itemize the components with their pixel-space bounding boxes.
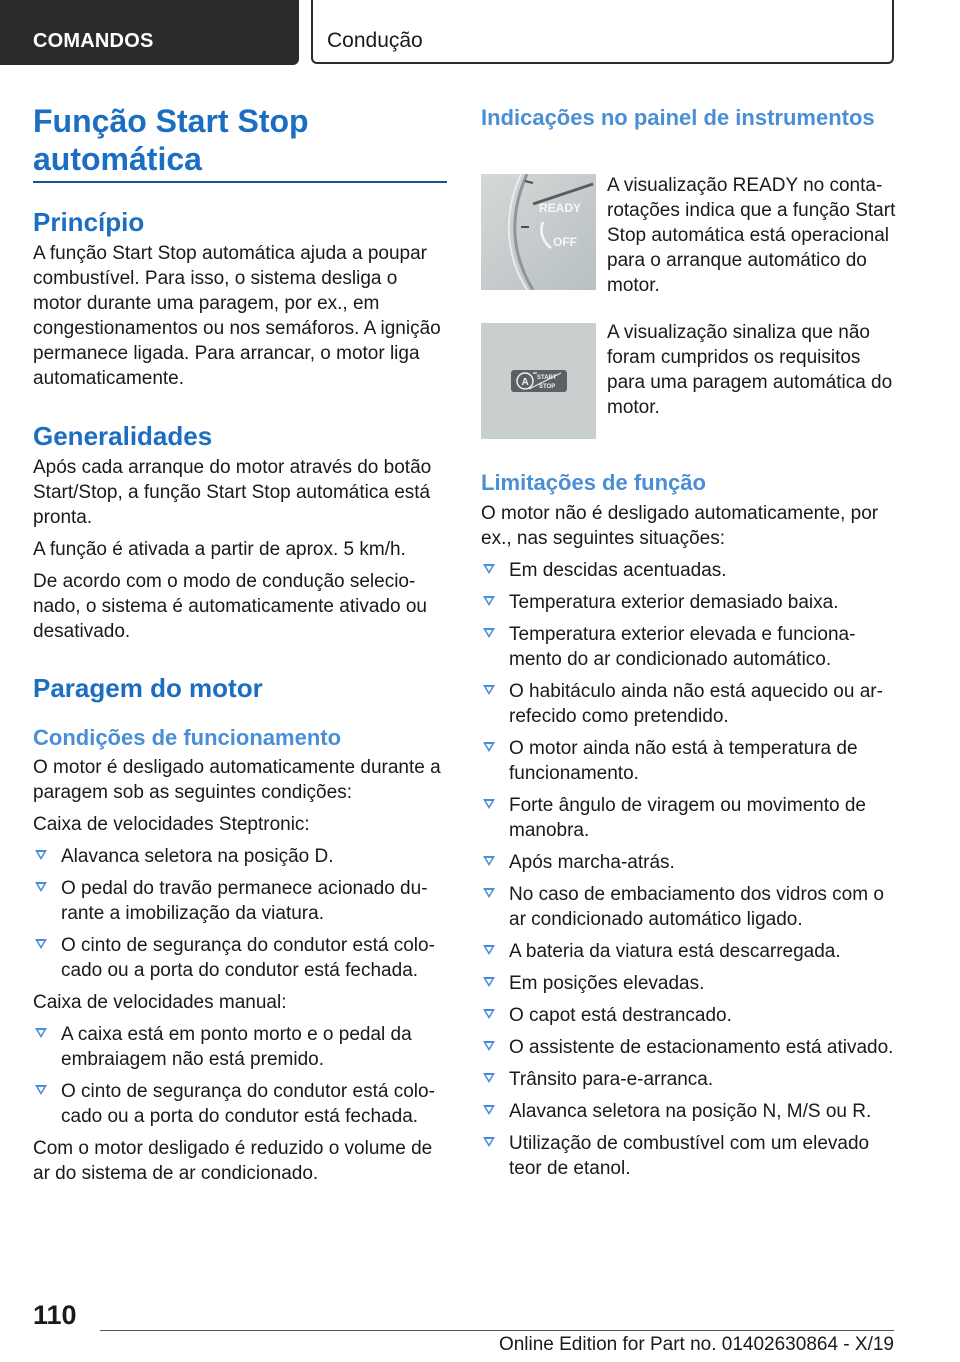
bullet-triangle-icon (483, 1105, 495, 1115)
svg-text:STOP: STOP (539, 384, 556, 390)
manual-list (33, 1022, 447, 1129)
bullet-triangle-icon (35, 1028, 47, 1038)
generalidades-p3: De acordo com o modo de condução selecionado, o sistema é automaticamente ativado ou desativado. (33, 571, 427, 642)
list-item: Trânsito para-e-arranca. (481, 1067, 895, 1092)
heading-limitacoes: Limitações de função (481, 470, 706, 495)
list-item: A bateria da viatura está descarregada. (481, 939, 895, 964)
bullet-triangle-icon (35, 882, 47, 892)
section-limitacoes (481, 469, 895, 1181)
start-stop-warning-icon (481, 323, 596, 439)
section-label: COMANDOS (33, 30, 154, 52)
heading-indicacoes: Indicações no painel de instrumentos (481, 105, 875, 130)
list-item: Alavanca seletora na posição N, M/S ou R. (481, 1099, 895, 1124)
svg-text:OFF: OFF (553, 235, 577, 249)
list-item: O capot está destrancado. (481, 1003, 895, 1028)
steptronic-list (33, 844, 447, 983)
svg-text:START: START (537, 375, 557, 381)
list-item: Em posições elevadas. (481, 971, 895, 996)
start-stop-warning-image (481, 323, 596, 439)
list-item: Utilização de combustível com um elevado teor de etanol. (481, 1131, 895, 1181)
bullet-triangle-icon (35, 1085, 47, 1095)
bullet-triangle-icon (35, 939, 47, 949)
section-indicacoes (481, 104, 895, 132)
subheading-condicoes: Condições de funcionamento (33, 725, 342, 750)
fig2-caption: A visualização sinaliza que não foram cumpridos os requisitos para uma paragem automática do motor. (607, 322, 893, 418)
section-paragem (33, 672, 447, 1186)
bullet-triangle-icon (483, 945, 495, 955)
list-item: Alavanca seletora na posição D. (33, 844, 447, 869)
paragem-closing: Com o motor desligado é reduzido o volume de ar do sistema de ar condicionado. (33, 1138, 433, 1184)
tachometer-ready-image (481, 174, 596, 290)
bullet-triangle-icon (483, 564, 495, 574)
manual-label: Caixa de velocidades manual: (33, 992, 287, 1013)
bullet-triangle-icon (483, 1137, 495, 1147)
heading-generalidades: Generalidades (33, 421, 213, 451)
chapter-tab (311, 0, 894, 64)
list-item: Temperatura exterior demasiado baixa. (481, 590, 895, 615)
list-item: Após marcha-atrás. (481, 850, 895, 875)
list-item: O habitáculo ainda não está aquecido ou arrefecido como pretendido. (481, 679, 895, 729)
bullet-triangle-icon (483, 1041, 495, 1051)
fig1-caption: A visualização READY no conta-rotações indica que a função Start Stop automática está operacional para o arranque automático do motor. (607, 175, 896, 296)
section-generalidades (33, 420, 447, 644)
limitacoes-intro: O motor não é desligado automaticamente, por ex., nas seguintes situações: (481, 503, 879, 549)
list-item: Temperatura exterior elevada e funcionamento do ar condicionado automático. (481, 622, 895, 672)
footer-rule (100, 1330, 894, 1331)
bullet-triangle-icon (35, 850, 47, 860)
bullet-triangle-icon (483, 977, 495, 987)
bullet-triangle-icon (483, 856, 495, 866)
list-item: O motor ainda não está à temperatura de funcionamento. (481, 736, 895, 786)
footer-edition: Online Edition for Part no. 01402630864 - X/19 (498, 1334, 894, 1355)
page-number: 110 (33, 1300, 77, 1330)
title-underline (33, 181, 447, 183)
principio-text: A função Start Stop automática ajuda a poupar combustível. Para isso, o sistema desliga o motor durante uma paragem, por ex., em congestionamentos ou nos semáforos. A ignição permanece ligada. Para arrancar, o motor liga automaticamente. (33, 243, 441, 389)
bullet-triangle-icon (483, 628, 495, 638)
steptronic-label: Caixa de velocidades Steptronic: (33, 814, 310, 835)
list-item: O assistente de estacionamento está ativado. (481, 1035, 895, 1060)
list-item: A caixa está em ponto morto e o pedal da embraiagem não está premido. (33, 1022, 447, 1072)
paragem-intro: O motor é desligado automaticamente durante a paragem sob as seguintes condições: (33, 757, 441, 803)
generalidades-p2: A função é ativada a partir de aprox. 5 km/h. (33, 539, 406, 560)
bullet-triangle-icon (483, 888, 495, 898)
tachometer-ready-icon (481, 174, 596, 290)
bullet-triangle-icon (483, 685, 495, 695)
page-title: Função Start Stop automática (33, 103, 309, 177)
list-item: No caso de embaciamento dos vidros com o ar condicionado automático ligado. (481, 882, 895, 932)
list-item: Em descidas acentuadas. (481, 558, 895, 583)
heading-paragem: Paragem do motor (33, 673, 263, 703)
generalidades-p1: Após cada arranque do motor através do botão Start/Stop, a função Start Stop automática está pronta. (33, 457, 432, 528)
limitacoes-list (481, 558, 895, 1181)
svg-text:READY: READY (539, 201, 582, 215)
bullet-triangle-icon (483, 799, 495, 809)
bullet-triangle-icon (483, 742, 495, 752)
chapter-label: Condução (327, 29, 423, 52)
bullet-triangle-icon (483, 1009, 495, 1019)
heading-principio: Princípio (33, 207, 145, 237)
list-item: O pedal do travão permanece acionado durante a imobilização da viatura. (33, 876, 447, 926)
list-item: Forte ângulo de viragem ou movimento de manobra. (481, 793, 895, 843)
list-item: O cinto de segurança do condutor está colocado ou a porta do condutor está fechada. (33, 1079, 447, 1129)
svg-text:A: A (521, 377, 529, 388)
section-principio (33, 206, 447, 391)
list-item: O cinto de segurança do condutor está colocado ou a porta do condutor está fechada. (33, 933, 447, 983)
bullet-triangle-icon (483, 596, 495, 606)
section-tab (0, 0, 299, 65)
bullet-triangle-icon (483, 1073, 495, 1083)
